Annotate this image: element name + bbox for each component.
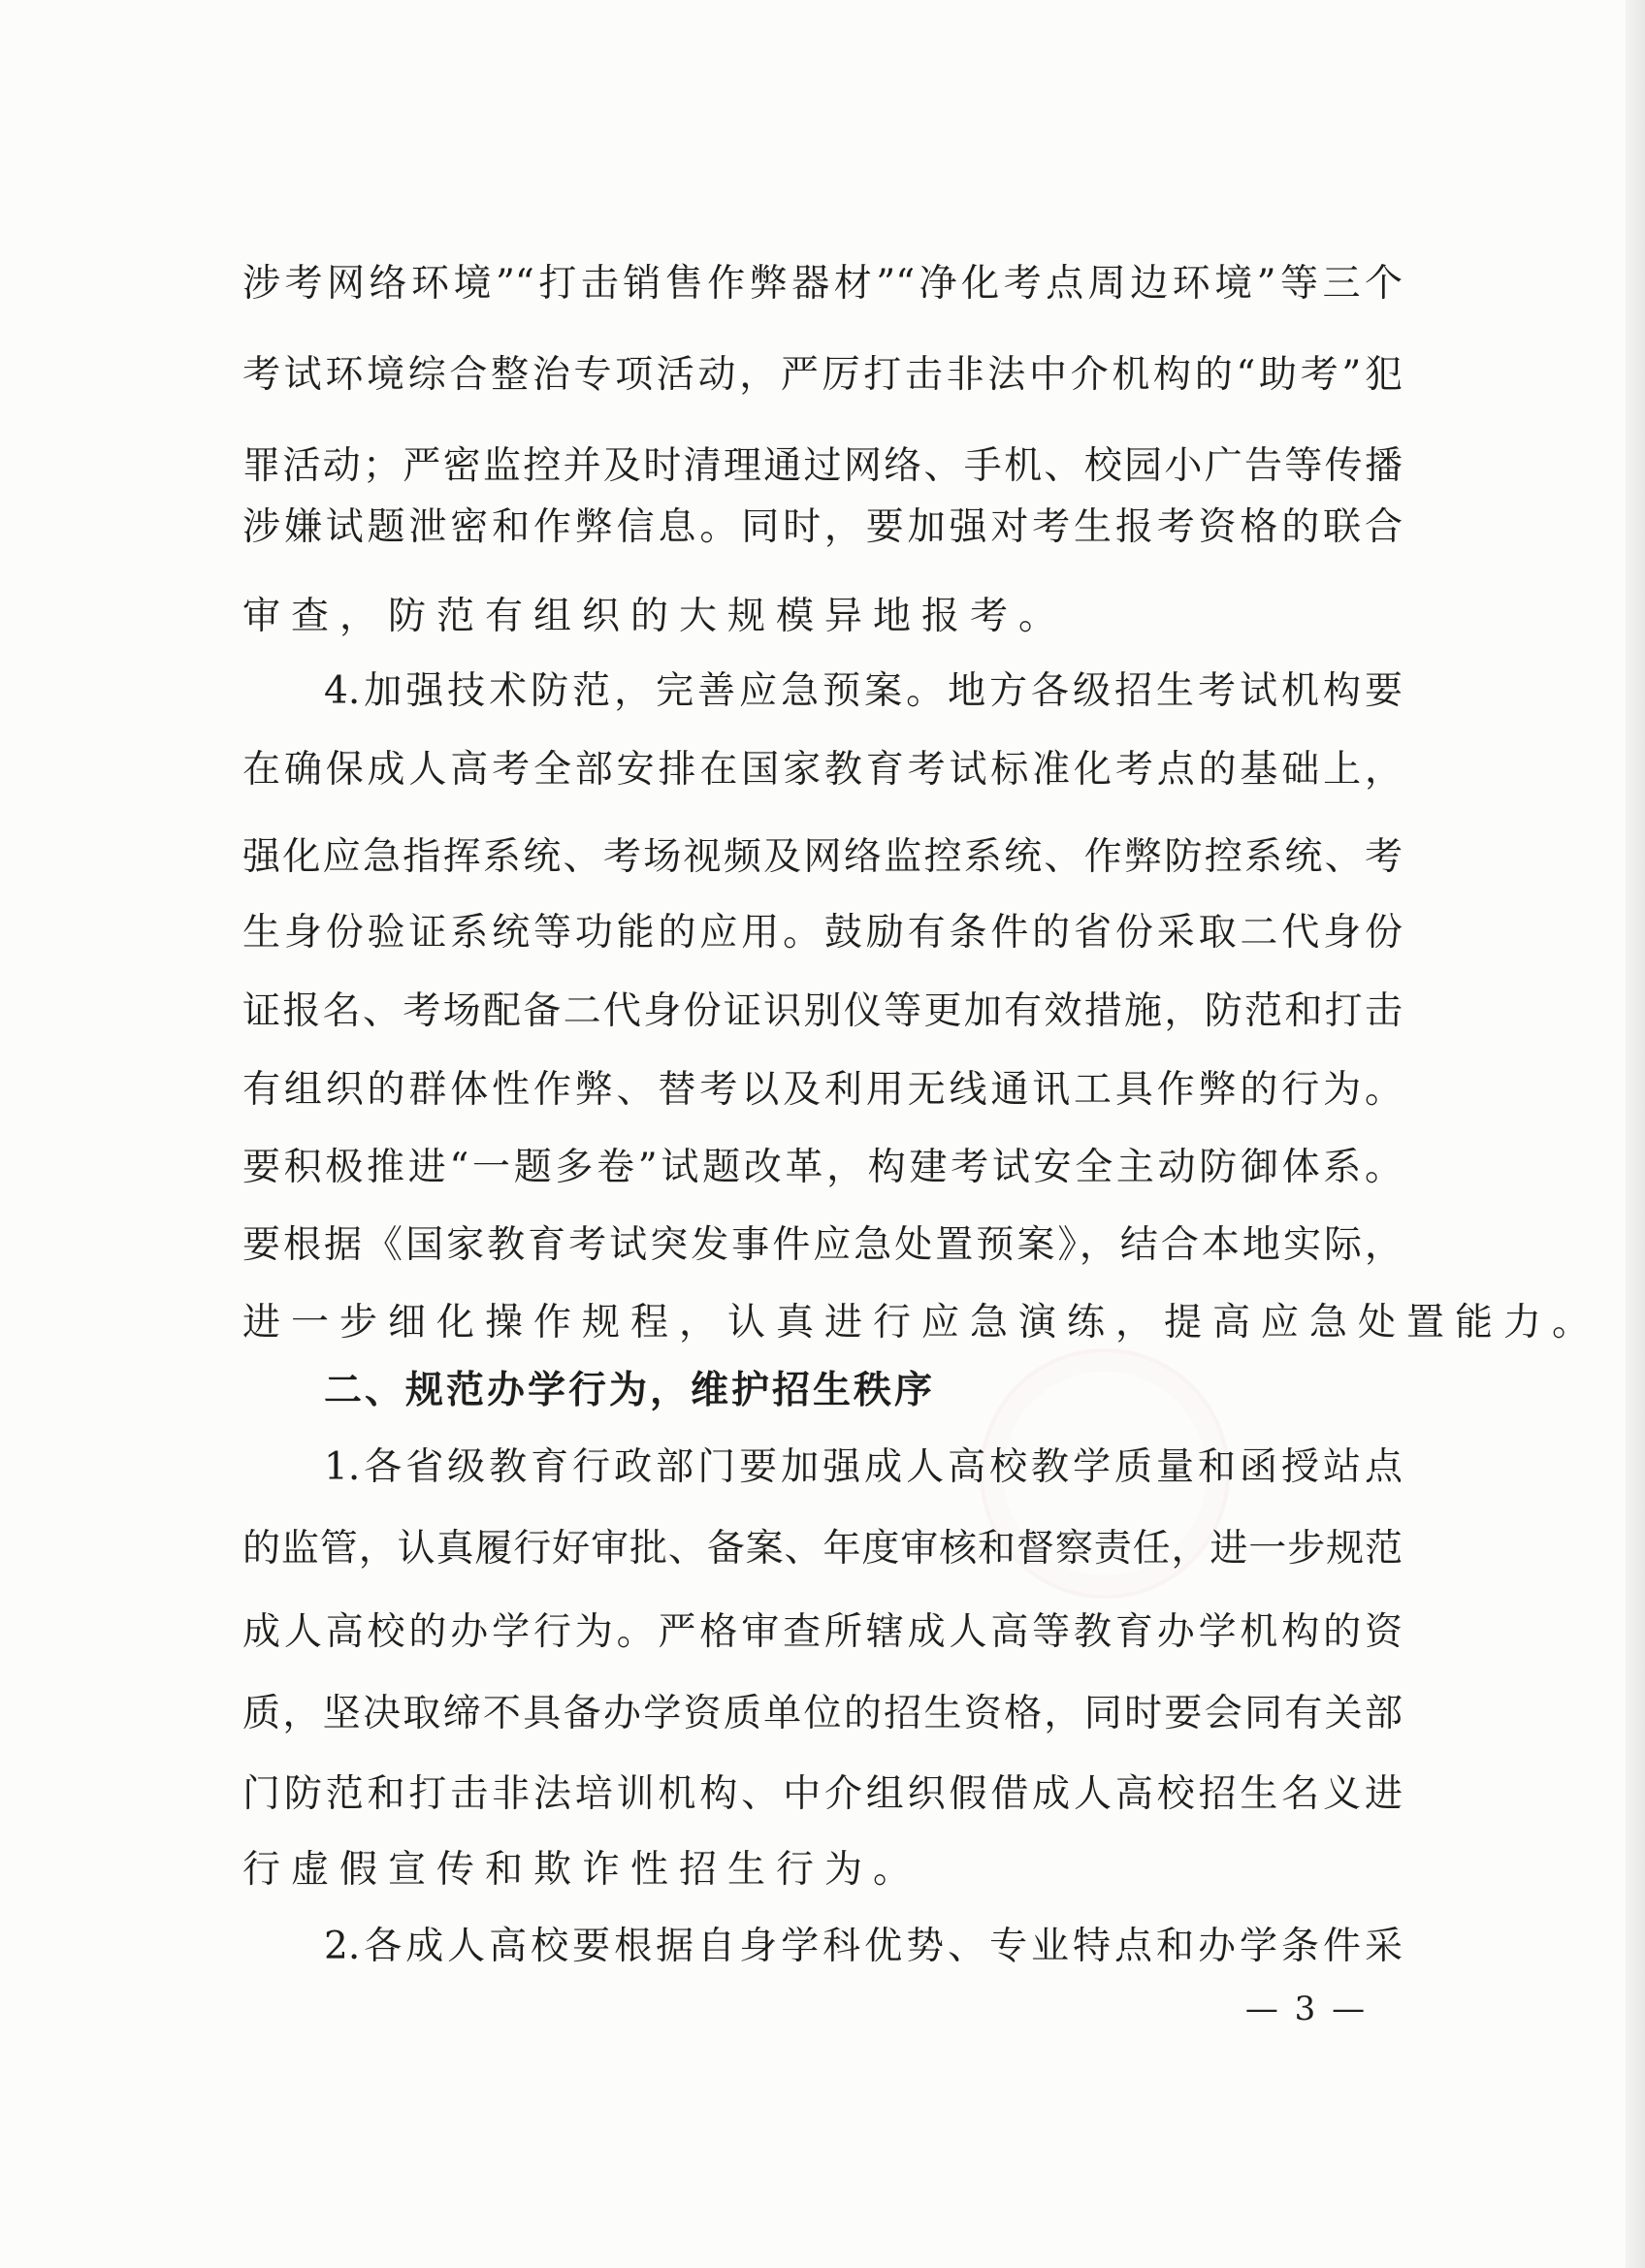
text-line: 涉考网络环境”“打击销售作弊器材”“净化考点周边环境”等三个 xyxy=(242,262,1403,306)
text-line: 考试环境综合整治专项活动，严厉打击非法中介机构的“助考”犯 xyxy=(242,353,1403,397)
page-number: — 3 — xyxy=(1244,1990,1369,2028)
text-line: 行虚假宣传和欺诈性招生行为。 xyxy=(242,1848,922,1892)
paragraph-first-line: 2.各成人高校要根据自身学科优势、专业特点和办学条件采 xyxy=(324,1925,1403,1968)
section-heading: 二、规范办学行为，维护招生秩序 xyxy=(324,1369,936,1412)
text-line: 涉嫌试题泄密和作弊信息。同时，要加强对考生报考资格的联合 xyxy=(242,505,1403,549)
text-line: 质，坚决取缔不具备办学资质单位的招生资格，同时要会同有关部 xyxy=(242,1692,1403,1735)
text-line: 门防范和打击非法培训机构、中介组织假借成人高校招生名义进 xyxy=(242,1772,1403,1816)
text-line: 的监管，认真履行好审批、备案、年度审核和督察责任，进一步规范 xyxy=(242,1527,1403,1571)
text-line: 成人高校的办学行为。严格审查所辖成人高等教育办学机构的资 xyxy=(242,1610,1403,1654)
paragraph-first-line: 4.加强技术防范，完善应急预案。地方各级招生考试机构要 xyxy=(324,669,1403,713)
text-line: 审查，防范有组织的大规模异地报考。 xyxy=(242,595,1068,638)
text-line: 进一步细化操作规程，认真进行应急演练，提高应急处置能力。 xyxy=(242,1301,1601,1345)
text-line: 有组织的群体性作弊、替考以及利用无线通讯工具作弊的行为。 xyxy=(242,1068,1403,1112)
text-line: 生身份验证系统等功能的应用。鼓励有条件的省份采取二代身份 xyxy=(242,911,1403,955)
text-line: 要根据《国家教育考试突发事件应急处置预案》，结合本地实际， xyxy=(242,1223,1403,1267)
text-line: 在确保成人高考全部安排在国家教育考试标准化考点的基础上， xyxy=(242,748,1403,792)
text-line: 罪活动；严密监控并及时清理通过网络、手机、校园小广告等传播 xyxy=(242,444,1403,488)
text-line: 证报名、考场配备二代身份证识别仪等更加有效措施，防范和打击 xyxy=(242,989,1403,1033)
text-line: 要积极推进“一题多卷”试题改革，构建考试安全主动防御体系。 xyxy=(242,1146,1403,1189)
text-line: 强化应急指挥系统、考场视频及网络监控系统、作弊防控系统、考 xyxy=(242,835,1403,879)
paragraph-first-line: 1.各省级教育行政部门要加强成人高校教学质量和函授站点 xyxy=(324,1445,1403,1489)
